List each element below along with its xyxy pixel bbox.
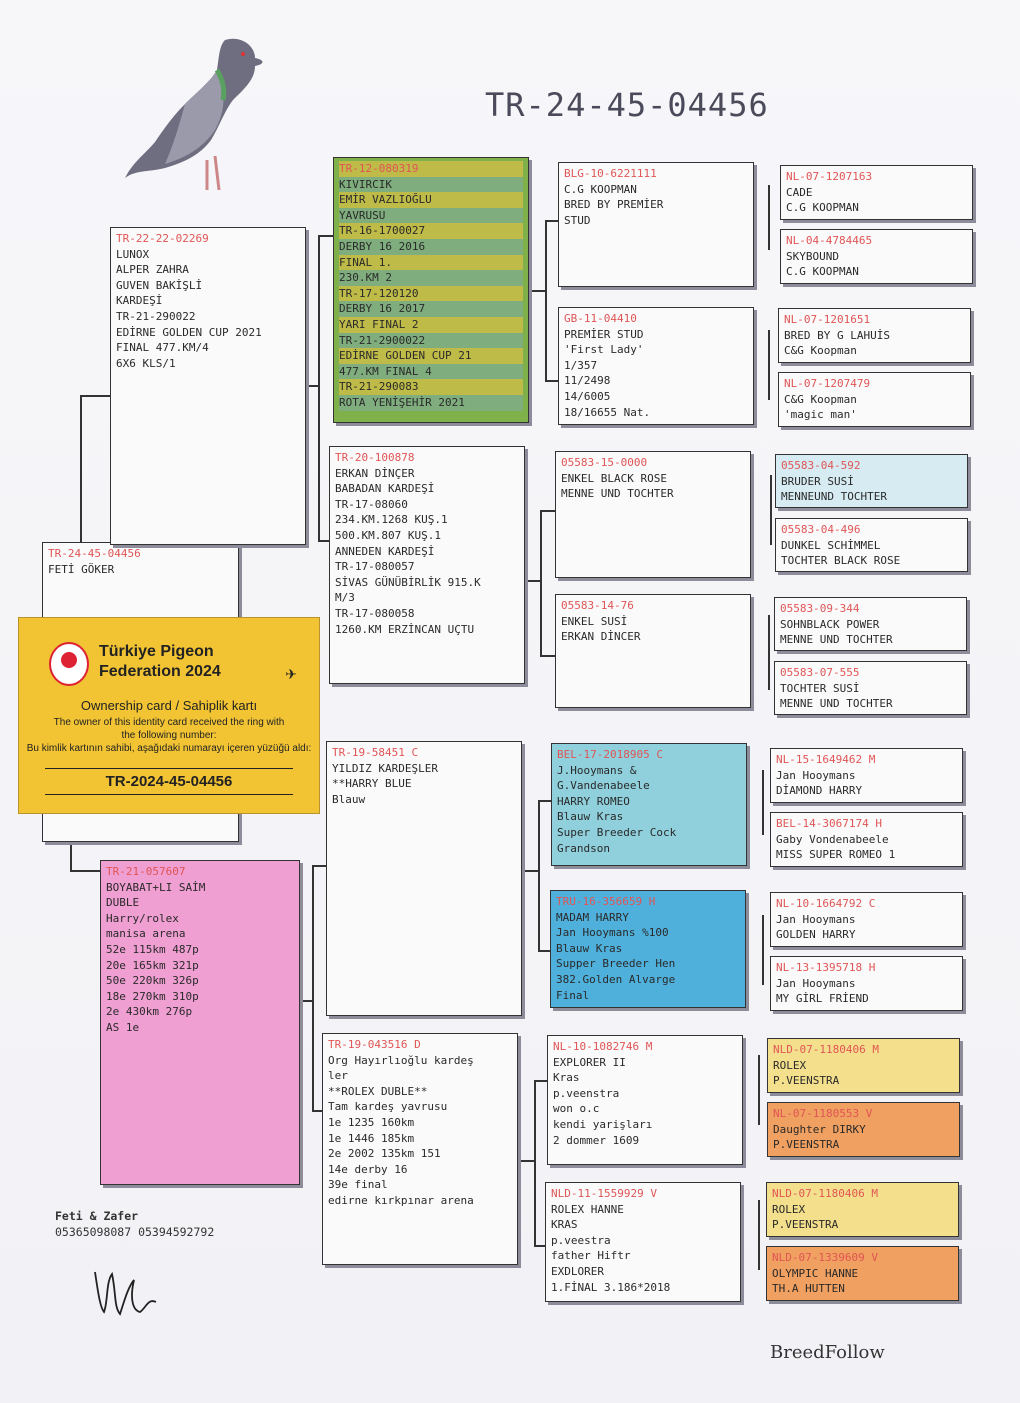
- gen4-box-4[interactable]: [778, 372, 971, 427]
- pedigree-line: Blauw: [332, 792, 366, 806]
- ring-number: NLD-07-1339609 V: [772, 1251, 878, 1264]
- pedigree-line: MISS SUPER ROMEO 1: [776, 848, 896, 862]
- pedigree-line: ANNEDEN KARDEŞİ: [335, 544, 435, 558]
- sire-ring: TR-22-22-02269: [116, 232, 209, 245]
- pedigree-line: MENNE UND TOCHTER: [780, 697, 893, 711]
- brand-logo: BreedFollow: [770, 1342, 885, 1363]
- connector: [762, 915, 764, 985]
- pedigree-line: 52e 115km 487p: [106, 942, 199, 956]
- ring-number: GB-11-04410: [564, 312, 637, 325]
- connector: [758, 1200, 760, 1270]
- pedigree-line: ENKEL SUSİ: [561, 614, 628, 628]
- pedigree-line: won o.c: [553, 1102, 600, 1116]
- sire-sire-box[interactable]: [333, 157, 529, 423]
- connector: [540, 510, 542, 655]
- pedigree-line: 18/16655 Nat.: [564, 405, 651, 419]
- pedigree-line: OLYMPIC HANNE: [772, 1266, 859, 1280]
- dam-box[interactable]: [100, 860, 300, 1185]
- pedigree-line: C&G Koopman: [784, 392, 857, 406]
- pedigree-line: Super Breeder Cock: [557, 825, 677, 839]
- connector: [545, 220, 547, 380]
- pedigree-line: BOYABAT+LI SAİM: [106, 880, 206, 894]
- gen3-box-7[interactable]: [547, 1035, 743, 1165]
- ring-number: NL-07-1207479: [784, 377, 871, 390]
- pedigree-line: kendi yarişları: [553, 1117, 653, 1131]
- ring-number: BEL-14-3067174 H: [776, 817, 882, 830]
- pedigree-line: DERBY 16 2017: [339, 301, 523, 317]
- dam-dam-ring: TR-19-043516 D: [328, 1038, 421, 1051]
- pedigree-line: Blauw Kras: [556, 941, 623, 955]
- ring-number: 05583-07-555: [780, 666, 860, 679]
- ring-number: 05583-09-344: [780, 602, 860, 615]
- pedigree-line: 50e 220km 326p: [106, 974, 199, 988]
- pedigree-line: EDİRNE GOLDEN CUP 2021: [116, 325, 262, 339]
- pedigree-line: MENNE UND TOCHTER: [561, 487, 674, 501]
- connector: [318, 235, 334, 237]
- gen3-box-2[interactable]: [558, 307, 754, 425]
- federation-logo-icon: [49, 642, 89, 686]
- ring-number: NLD-07-1180406 M: [773, 1043, 879, 1056]
- connector: [318, 235, 320, 540]
- card-message-line: The owner of this identity card received the ring with: [53, 717, 285, 728]
- pedigree-line: DUNKEL SCHİMMEL: [781, 538, 881, 552]
- pedigree-line: KRAS: [551, 1218, 578, 1232]
- connector: [770, 475, 772, 545]
- pedigree-line: manisa arena: [106, 927, 186, 941]
- pedigree-line: edirne kırkpınar arena: [328, 1193, 474, 1207]
- pedigree-line: CADE: [786, 185, 813, 199]
- pedigree-line: ERKAN DİNÇER: [335, 466, 415, 480]
- pedigree-line: ENKEL BLACK ROSE: [561, 471, 667, 485]
- pedigree-line: BRED BY G LAHUİS: [784, 328, 890, 342]
- pedigree-line: 14/6005: [564, 389, 611, 403]
- sire-box[interactable]: [110, 227, 306, 545]
- pedigree-line: Jan Hooymans: [776, 912, 856, 926]
- pedigree-line: TR-17-080057: [335, 560, 415, 574]
- pedigree-line: Gaby Vondenabeele: [776, 832, 889, 846]
- pedigree-line: 11/2498: [564, 374, 611, 388]
- federation-line: Federation 2024: [99, 663, 221, 680]
- pedigree-line: 'First Lady': [564, 343, 644, 357]
- connector: [545, 220, 559, 222]
- dam-sire-ring: TR-19-58451 C: [332, 746, 419, 759]
- pedigree-line: TR-21-290083: [339, 379, 523, 395]
- subject-ring: TR-24-45-04456: [48, 547, 141, 560]
- wing-logo-icon: ✈: [285, 666, 297, 682]
- card-message: [19, 716, 319, 755]
- ring-number: TRU-16-356659 H: [556, 895, 656, 908]
- connector: [312, 865, 326, 867]
- pedigree-line: P.VEENSTRA: [773, 1138, 840, 1152]
- pedigree-line: TR-21-290022: [116, 309, 196, 323]
- pedigree-line: p.veestra: [551, 1233, 611, 1247]
- pedigree-line: ROTA YENİŞEHİR 2021: [339, 395, 523, 411]
- pedigree-line: 18e 270km 310p: [106, 989, 199, 1003]
- pedigree-line: 1/357: [564, 358, 598, 372]
- pedigree-line: 382.Golden Alvarge: [556, 972, 676, 986]
- pedigree-line: J.Hooymans &: [557, 763, 637, 777]
- connector: [300, 1000, 314, 1002]
- connector: [538, 800, 552, 802]
- ring-number: NLD-07-1180406 M: [772, 1187, 878, 1200]
- connector: [545, 380, 559, 382]
- federation-line: Türkiye Pigeon: [99, 643, 214, 660]
- pedigree-line: AS 1e: [106, 1020, 140, 1034]
- ring-number: 05583-14-76: [561, 599, 634, 612]
- ring-number: NL-15-1649462 M: [776, 753, 876, 766]
- ring-number: NL-10-1664792 C: [776, 897, 876, 910]
- pigeon-image: [115, 30, 275, 200]
- pedigree-line: Tam kardeş yavrusu: [328, 1100, 448, 1114]
- pedigree-line: 234.KM.1268 KUŞ.1: [335, 513, 448, 527]
- gen4-box-5[interactable]: [775, 454, 968, 508]
- pedigree-line: 2e 2002 135km 151: [328, 1147, 441, 1161]
- pedigree-line: Kras: [553, 1071, 580, 1085]
- pedigree-line: 477.KM FINAL 4: [339, 364, 523, 380]
- gen3-box-3[interactable]: [555, 451, 751, 578]
- pedigree-line: YARI FINAL 2: [339, 317, 523, 333]
- federation-name: [99, 642, 221, 682]
- signature-image: [90, 1262, 160, 1322]
- pedigree-line: EXPLORER II: [553, 1055, 626, 1069]
- pedigree-line: Org Hayırlıoğlu kardeş: [328, 1053, 474, 1067]
- connector: [768, 330, 770, 400]
- pedigree-line: Final: [556, 988, 590, 1002]
- connector: [80, 395, 110, 397]
- connector: [538, 800, 540, 950]
- pedigree-line: 500.KM.807 KUŞ.1: [335, 528, 441, 542]
- gen4-box-13[interactable]: [767, 1038, 960, 1093]
- sire-dam-ring: TR-20-100878: [335, 451, 415, 464]
- pedigree-line: Supper Breeder Hen: [556, 957, 676, 971]
- card-message-line: Bu kimlik kartının sahibi, aşağıdaki numarayı içeren yüzüğü aldı:: [26, 743, 312, 754]
- pedigree-line: TR-17-08060: [335, 497, 408, 511]
- card-subtitle: Ownership card / Sahiplik kartı: [80, 698, 258, 713]
- pedigree-line: BRUDER SUSİ: [781, 474, 854, 488]
- pedigree-line: FINAL 1.: [339, 255, 523, 271]
- subject-owner: FETİ GÖKER: [48, 562, 115, 576]
- breeder-name: Feti & Zafer: [55, 1209, 139, 1223]
- connector: [758, 1055, 760, 1125]
- pedigree-line: SKYBOUND: [786, 249, 839, 263]
- connector: [540, 655, 556, 657]
- pedigree-line: BRED BY PREMİER: [564, 198, 664, 212]
- pedigree-line: MADAM HARRY: [556, 910, 629, 924]
- connector: [522, 870, 538, 872]
- pedigree-line: p.veenstra: [553, 1086, 620, 1100]
- pedigree-line: LUNOX: [116, 247, 150, 261]
- ownership-card: [18, 617, 320, 814]
- pedigree-line: ROLEX: [773, 1058, 807, 1072]
- pedigree-line: C&G Koopman: [784, 344, 857, 358]
- ring-number: NL-10-1082746 M: [553, 1040, 653, 1053]
- gen4-box-10[interactable]: [770, 812, 963, 867]
- pedigree-line: father Hiftr: [551, 1249, 631, 1263]
- pedigree-line: TOCHTER SUSİ: [780, 681, 860, 695]
- pedigree-line: 'magic man': [784, 408, 857, 422]
- ring-number: NL-13-1395718 H: [776, 961, 876, 974]
- pedigree-line: M/3: [335, 591, 355, 605]
- pedigree-line: C.G KOOPMAN: [786, 265, 859, 279]
- pedigree-line: HARRY ROMEO: [557, 794, 630, 808]
- connector: [312, 865, 314, 1110]
- ring-number: 05583-15-0000: [561, 456, 648, 469]
- pedigree-line: 14e derby 16: [328, 1162, 408, 1176]
- pedigree-line: SOHNBLACK POWER: [780, 617, 880, 631]
- pedigree-line: STUD: [564, 213, 591, 227]
- pedigree-line: Jan Hooymans %100: [556, 926, 669, 940]
- connector: [534, 1080, 548, 1082]
- pedigree-line: KIVIRCIK: [339, 177, 523, 193]
- breeder-contact: [55, 1208, 214, 1240]
- pedigree-line: DUBLE: [106, 896, 140, 910]
- pedigree-line: **HARRY BLUE: [332, 777, 412, 791]
- gen4-box-9[interactable]: [770, 748, 963, 803]
- divider: [45, 794, 293, 795]
- pedigree-line: EMİR VAZLIOĞLU: [339, 192, 523, 208]
- gen4-box-7[interactable]: [774, 597, 967, 651]
- breeder-phones: 05365098087 05394592792: [55, 1225, 215, 1239]
- connector: [530, 290, 546, 292]
- ring-number: NL-07-1201651: [784, 313, 871, 326]
- card-message-line: the following number:: [121, 730, 217, 741]
- ring-number: NLD-11-1559929 V: [551, 1187, 657, 1200]
- pedigree-line: TOCHTER BLACK ROSE: [781, 554, 901, 568]
- gen3-box-8[interactable]: [545, 1182, 741, 1302]
- pedigree-line: MY GİRL FRİEND: [776, 992, 869, 1006]
- pedigree-line: TR-17-080058: [335, 606, 415, 620]
- pedigree-line: SİVAS GÜNÜBİRLİK 915.K: [335, 575, 481, 589]
- pedigree-line: DİAMOND HARRY: [776, 784, 863, 798]
- dam-sire-box[interactable]: [326, 741, 522, 1016]
- pedigree-line: 1.FİNAL 3.186*2018: [551, 1280, 671, 1294]
- gen4-box-12[interactable]: [770, 956, 963, 1011]
- pedigree-line: Blauw Kras: [557, 810, 624, 824]
- pedigree-line: GUVEN BAKİŞLİ: [116, 278, 203, 292]
- pedigree-line: 6X6 KLS/1: [116, 356, 176, 370]
- pedigree-line: P.VEENSTRA: [772, 1218, 839, 1232]
- pedigree-line: Harry/rolex: [106, 911, 179, 925]
- ring-number: BEL-17-2018905 C: [557, 748, 663, 761]
- ring-number: NL-07-1207163: [786, 170, 873, 183]
- pedigree-line: C.G KOOPMAN: [564, 182, 637, 196]
- pedigree-line: DERBY 16 2016: [339, 239, 523, 255]
- pedigree-line: KARDEŞİ: [116, 294, 163, 308]
- ring-number: NL-04-4784465: [786, 234, 873, 247]
- pedigree-line: 1e 1235 160km: [328, 1115, 415, 1129]
- gen4-box-14[interactable]: [767, 1102, 960, 1157]
- pedigree-line: Daughter DIRKY: [773, 1122, 866, 1136]
- pedigree-line: ROLEX: [772, 1202, 806, 1216]
- ring-number: BLG-10-6221111: [564, 167, 657, 180]
- pedigree-line: 2 dommer 1609: [553, 1133, 640, 1147]
- pedigree-line: EXDLORER: [551, 1264, 604, 1278]
- pedigree-line: 1e 1446 185km: [328, 1131, 415, 1145]
- page-title: TR-24-45-04456: [485, 86, 769, 124]
- pedigree-line: EDİRNE GOLDEN CUP 21: [339, 348, 523, 364]
- pedigree-line: 2e 430km 276p: [106, 1005, 193, 1019]
- pedigree-line: MENNEUND TOCHTER: [781, 490, 887, 504]
- connector: [768, 185, 770, 250]
- gen4-box-8[interactable]: [774, 661, 967, 715]
- pedigree-line: Jan Hooymans: [776, 976, 856, 990]
- ring-number: 05583-04-592: [781, 459, 861, 472]
- dam-dam-box[interactable]: [322, 1033, 518, 1265]
- pedigree-line: ROLEX HANNE: [551, 1202, 624, 1216]
- pedigree-line: TH.A HUTTEN: [772, 1282, 845, 1296]
- card-ring-number: TR-2024-45-04456: [105, 773, 233, 790]
- pedigree-line: ERKAN DİNCER: [561, 630, 641, 644]
- gen4-box-3[interactable]: [778, 308, 971, 363]
- gen4-box-16[interactable]: [766, 1246, 959, 1301]
- pedigree-line: 1260.KM ERZİNCAN UÇTU: [335, 622, 475, 636]
- sire-dam-box[interactable]: [329, 446, 525, 684]
- connector: [312, 1110, 322, 1112]
- pedigree-line: 39e final: [328, 1178, 388, 1192]
- connector: [534, 1080, 536, 1245]
- connector: [762, 770, 764, 835]
- ring-number: NL-07-1180553 V: [773, 1107, 873, 1120]
- pedigree-line: C.G KOOPMAN: [786, 201, 859, 215]
- pedigree-line: G.Vandenabeele: [557, 779, 650, 793]
- divider: [45, 768, 293, 769]
- connector: [520, 1160, 536, 1162]
- connector: [70, 870, 100, 872]
- gen3-box-6[interactable]: [550, 890, 746, 1008]
- pedigree-line: 20e 165km 321p: [106, 958, 199, 972]
- pedigree-line: TR-21-2900022: [339, 333, 523, 349]
- pedigree-line: ler: [328, 1069, 348, 1083]
- pedigree-line: FINAL 477.KM/4: [116, 341, 209, 355]
- pedigree-line: TR-17-120120: [339, 286, 523, 302]
- pedigree-line: **ROLEX DUBLE**: [328, 1084, 428, 1098]
- pedigree-line: TR-16-1700027: [339, 223, 523, 239]
- connector: [768, 615, 770, 690]
- gen4-box-15[interactable]: [766, 1182, 959, 1237]
- pedigree-line: YAVRUSU: [339, 208, 523, 224]
- gen4-box-2[interactable]: [780, 229, 973, 284]
- pedigree-line: YILDIZ KARDEŞLER: [332, 761, 438, 775]
- connector: [305, 385, 319, 387]
- pedigree-line: Jan Hooymans: [776, 768, 856, 782]
- pedigree-line: 230.KM 2: [339, 270, 523, 286]
- pedigree-line: BABADAN KARDEŞİ: [335, 482, 435, 496]
- dam-ring: TR-21-057607: [106, 865, 186, 878]
- gen4-box-6[interactable]: [775, 518, 968, 572]
- gen3-box-1[interactable]: [558, 162, 754, 287]
- connector: [540, 510, 556, 512]
- pedigree-line: MENNE UND TOCHTER: [780, 633, 893, 647]
- sire-sire-ring: TR-12-080319: [339, 161, 523, 177]
- pedigree-line: PREMİER STUD: [564, 327, 644, 341]
- pedigree-line: GOLDEN HARRY: [776, 928, 856, 942]
- pedigree-line: P.VEENSTRA: [773, 1074, 840, 1088]
- pedigree-line: Grandson: [557, 841, 610, 855]
- gen4-box-11[interactable]: [770, 892, 963, 947]
- ring-number: 05583-04-496: [781, 523, 861, 536]
- gen4-box-1[interactable]: [780, 165, 973, 220]
- connector: [525, 580, 541, 582]
- gen3-box-4[interactable]: [555, 594, 751, 708]
- pedigree-line: ALPER ZAHRA: [116, 263, 189, 277]
- gen3-box-5[interactable]: [551, 743, 747, 866]
